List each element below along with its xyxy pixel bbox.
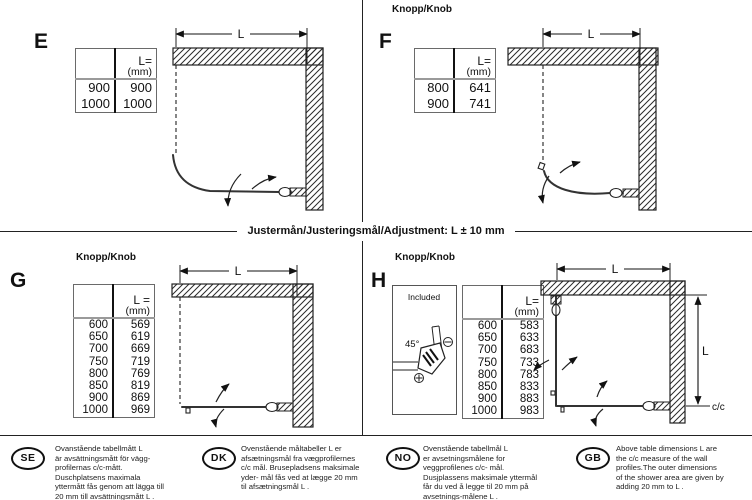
dim-label-l: L <box>587 27 595 41</box>
knob-label-g: Knopp/Knob <box>76 252 136 263</box>
swing-arrow <box>597 381 607 397</box>
col-header-unit: (mm) <box>514 306 539 318</box>
divider-rule-right <box>515 231 752 232</box>
col-header-l: L= <box>138 54 152 68</box>
included-box <box>392 285 457 415</box>
door-knob-top <box>551 296 561 304</box>
included-diagram <box>393 286 456 414</box>
divider-bottom-vertical <box>362 241 363 435</box>
panel-letter-g: G <box>10 269 27 292</box>
table-row: 1000 1000 <box>76 96 157 113</box>
table-row: 750 719 <box>74 356 155 368</box>
cc-label: c/c <box>712 402 725 413</box>
swing-arrow <box>216 384 229 402</box>
table-row: 600 569 <box>74 318 155 331</box>
table-row: 900 741 <box>415 96 496 113</box>
footnote-se: Ovanstående tabellmått L är avsättningsmått för vägg- profilernas c/c-mått. Duschplatsens maximala yttermått fås genom att lägga till 20 mm till avsättningsmått L . <box>55 444 164 500</box>
door-knob <box>610 189 622 198</box>
dim-label-l: L <box>237 27 245 41</box>
top-wall <box>541 281 685 295</box>
swing-arrow <box>560 162 580 173</box>
swing-arrow <box>534 360 549 370</box>
door-knob <box>279 188 291 197</box>
table-row: 650 619 <box>74 331 155 343</box>
diagram-f <box>490 25 700 215</box>
dim-label-l-right: L <box>702 344 709 358</box>
door-hinge <box>551 391 555 395</box>
dimension-table-g <box>73 284 155 418</box>
col-header-unit: (mm) <box>125 305 150 317</box>
country-badge-se: SE <box>11 447 45 470</box>
top-wall <box>173 48 323 65</box>
swing-arrow <box>216 409 224 427</box>
knob-label-h: Knopp/Knob <box>395 252 455 263</box>
swing-arrow <box>228 174 241 206</box>
door-knob <box>643 402 655 411</box>
right-wall <box>293 284 313 427</box>
table-row: 850 833 <box>463 381 544 393</box>
table-row: 900 900 <box>76 79 157 96</box>
footnote-no: Ovenstående tabellmål L er avsetningsmålene for veggprofilenes c/c- mål. Dusjplassens maksimale yttermål får du ved å legge til 20 mm på avsetnings-målene L . <box>423 444 538 500</box>
top-wall <box>508 48 658 65</box>
table-row: 850 819 <box>74 380 155 392</box>
panel-letter-h: H <box>371 269 387 292</box>
table-row: 800 769 <box>74 368 155 380</box>
door-knob <box>266 403 278 412</box>
panel-letter-e: E <box>34 30 49 53</box>
right-wall <box>306 48 323 210</box>
dim-label-l-top: L <box>611 262 619 276</box>
table-row: 800 641 <box>415 79 496 96</box>
country-badge-dk: DK <box>202 447 236 470</box>
angle-label: 45° <box>405 339 420 350</box>
table-row: 1000 969 <box>74 404 155 417</box>
table-header-row <box>76 49 157 80</box>
col-header-l: L = <box>133 293 150 307</box>
swing-arrow <box>595 409 603 426</box>
curved-door <box>544 171 610 194</box>
table-row: 1000 983 <box>463 405 544 418</box>
divider-rule-left <box>0 231 237 232</box>
curved-door <box>173 155 279 192</box>
col-header-unit: (mm) <box>466 66 491 78</box>
panel-letter-f: F <box>379 30 392 53</box>
dim-label-l: L <box>234 264 242 278</box>
knob-label-f: Knopp/Knob <box>392 4 452 15</box>
col-header-unit: (mm) <box>127 66 152 78</box>
table-row: 900 883 <box>463 393 544 405</box>
table-header-row <box>74 285 155 319</box>
table-row: 800 783 <box>463 369 544 381</box>
dimension-table-f <box>414 48 496 113</box>
table-row: 750 733 <box>463 357 544 369</box>
footnote-dk: Ovenstående måltabeller L er afsætningsmål fra vægprofilernes c/c mål. Brusepladsens maksimale yder- mål fås ved at lægge 20 mm til afsætningsmål L . <box>241 444 360 491</box>
table-row: 900 869 <box>74 392 155 404</box>
right-wall <box>639 48 656 210</box>
diagram-h <box>530 260 752 432</box>
included-label: Included <box>407 292 441 302</box>
footnote-gb: Above table dimensions L are the c/c measure of the wall profiles.The outer dimensions of the shower area are given by adding 20 mm to L . <box>616 444 724 491</box>
table-row: 700 669 <box>74 343 155 355</box>
table-row: 650 633 <box>463 332 544 344</box>
swing-arrow <box>562 357 577 370</box>
adjustment-note: Justermån/Justeringsmål/Adjustment: L ± 10 mm <box>247 225 505 237</box>
adjustment-divider <box>0 225 752 237</box>
divider-footer <box>0 435 752 436</box>
door-hinge <box>538 162 545 169</box>
diagram-e <box>160 25 340 215</box>
door-foot <box>561 407 564 412</box>
divider-top-vertical <box>362 0 363 222</box>
table-row: 700 683 <box>463 344 544 356</box>
table-header-row <box>415 49 496 80</box>
diagram-g <box>165 260 330 432</box>
country-badge-no: NO <box>386 447 420 470</box>
door-foot <box>186 408 190 413</box>
right-wall <box>670 281 685 423</box>
swing-arrow <box>252 177 276 189</box>
col-header-l: L= <box>477 54 491 68</box>
dimension-table-e <box>75 48 157 113</box>
col-header-l: L= <box>525 294 539 308</box>
table-row: 600 583 <box>463 319 544 332</box>
top-wall <box>172 284 313 297</box>
country-badge-gb: GB <box>576 447 610 470</box>
